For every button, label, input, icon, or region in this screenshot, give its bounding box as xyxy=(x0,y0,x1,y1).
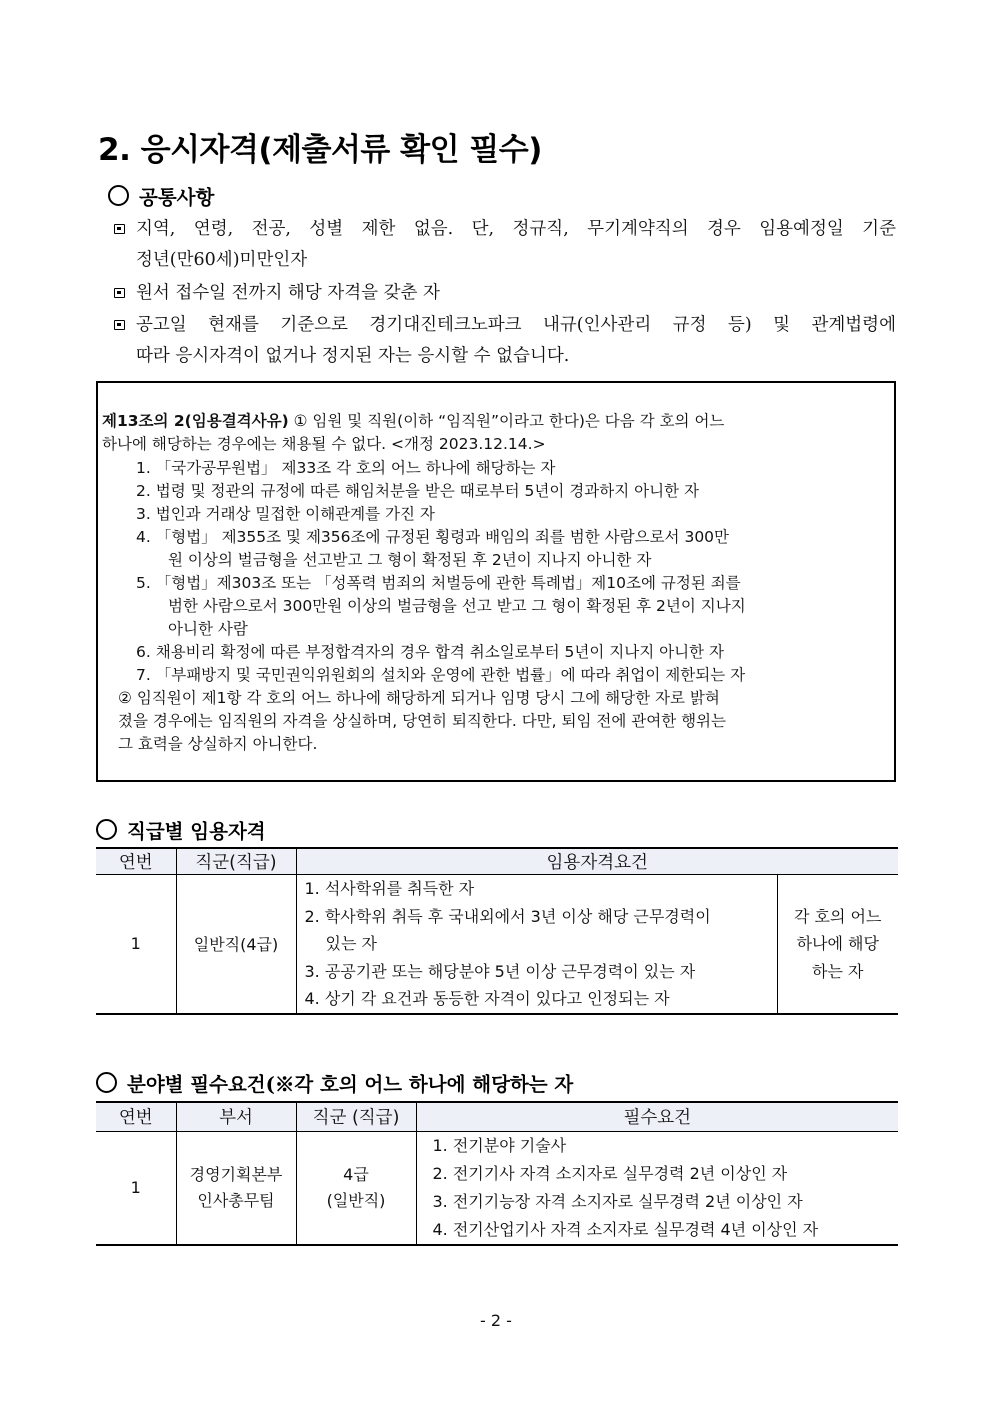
law-intro-line2: 하나에 해당하는 경우에는 채용될 수 없다. <개정 2023.12.14.> xyxy=(102,435,546,453)
row-number: 1 xyxy=(96,1131,176,1245)
square-bullet-icon xyxy=(114,320,125,330)
grade-heading xyxy=(96,816,266,844)
circle-icon xyxy=(108,185,129,206)
requirement-line: 2. 전기기사 자격 소지자로 실무경력 2년 이상인 자 xyxy=(432,1163,788,1183)
row-requirements xyxy=(296,875,777,1014)
section-title: 2. 응시자격(제출서류 확인 필수) xyxy=(98,132,542,168)
requirement-line: 1. 전기분야 기술사 xyxy=(432,1135,567,1155)
square-bullet-icon xyxy=(114,224,125,234)
department-line: 경영기획본부 xyxy=(189,1164,283,1184)
requirement-line: 있는 자 xyxy=(325,934,377,953)
table-row xyxy=(96,875,898,1014)
law-item-cont: 아니한 사람 xyxy=(168,620,248,638)
bullet-item xyxy=(114,278,896,309)
table-header: 필수요건 xyxy=(416,1102,898,1131)
note-line: 각 호의 어느 xyxy=(794,906,882,926)
law-item: 5. 「형법」제303조 또는 「성폭력 범죄의 처벌등에 관한 특례법」제10조에 규정된 죄를 xyxy=(136,574,741,592)
grade-line: 4급 xyxy=(343,1164,369,1184)
bullet-item xyxy=(114,214,896,276)
row-grade: 일반직(4급) xyxy=(176,875,296,1014)
note-line: 하는 자 xyxy=(812,961,864,981)
law-para2: 졌을 경우에는 임직원의 자격을 상실하며, 당연히 퇴직한다. 다만, 퇴임 전에 관여한 행위는 xyxy=(118,712,727,730)
law-item: 7. 「부패방지 및 국민권익위원회의 설치와 운영에 관한 법률」에 따라 취업이 제한되는 자 xyxy=(136,666,746,684)
page-number: - 2 - xyxy=(480,1311,512,1330)
bullet-text: 원서 접수일 전까지 해당 자격을 갖춘 자 xyxy=(136,283,440,303)
law-item: 2. 법령 및 정관의 규정에 따른 해임처분을 받은 때로부터 5년이 경과하지 아니한 자 xyxy=(136,482,699,500)
bullet-text: 지역, 연령, 전공, 성별 제한 없음. 단, 정규직, 무기계약직의 경우 임용예정일 기준 xyxy=(136,219,896,239)
grade-line: (일반직) xyxy=(326,1190,386,1210)
row-grade xyxy=(296,1131,416,1245)
law-item: 6. 채용비리 확정에 따른 부정합격자의 경우 합격 취소일로부터 5년이 지나지 아니한 자 xyxy=(136,643,724,661)
row-department xyxy=(176,1131,296,1245)
circle-icon xyxy=(96,819,117,840)
table-header: 연번 xyxy=(96,1102,176,1131)
note-line: 하나에 해당 xyxy=(796,934,879,953)
law-intro-text: ① 임원 및 직원(이하 “임직원”이라고 한다)은 다음 각 호의 어느 xyxy=(288,412,725,430)
table-header: 임용자격요건 xyxy=(296,848,898,875)
table-header-row xyxy=(96,1102,898,1131)
row-number: 1 xyxy=(96,875,176,1014)
bullet-text: 따라 응시자격이 없거나 정지된 자는 응시할 수 없습니다. xyxy=(136,346,570,366)
law-article-title: 제13조의 2(임용결격사유) xyxy=(102,412,289,430)
square-bullet-icon xyxy=(114,288,125,298)
bullet-text: 정년(만60세)미만인자 xyxy=(136,250,308,270)
law-para2: 그 효력을 상실하지 아니한다. xyxy=(118,735,318,753)
common-heading-text: 공통사항 xyxy=(139,186,215,209)
grade-table xyxy=(96,847,898,1015)
row-note xyxy=(777,875,898,1014)
law-item: 3. 법인과 거래상 밀접한 이해관계를 가진 자 xyxy=(136,505,435,523)
law-intro xyxy=(102,410,890,433)
requirement-line: 3. 공공기관 또는 해당분야 5년 이상 근무경력이 있는 자 xyxy=(304,961,696,981)
field-heading xyxy=(96,1069,573,1097)
circle-icon xyxy=(96,1072,117,1093)
row-requirements xyxy=(416,1131,898,1245)
table-header: 직군(직급) xyxy=(176,848,296,875)
requirement-line: 3. 전기기능장 자격 소지자로 실무경력 2년 이상인 자 xyxy=(432,1191,803,1211)
table-row xyxy=(96,1131,898,1245)
law-item-cont: 범한 사람으로서 300만원 이상의 벌금형을 선고 받고 그 형이 확정된 후 2년이 지나지 xyxy=(168,597,746,615)
table-header: 연번 xyxy=(96,848,176,875)
requirement-line: 1. 석사학위를 취득한 자 xyxy=(304,879,475,898)
requirement-line: 2. 학사학위 취득 후 국내외에서 3년 이상 해당 근무경력이 xyxy=(304,906,711,926)
table-header-row xyxy=(96,848,898,875)
bullet-item xyxy=(114,310,896,372)
table-header: 직군 (직급) xyxy=(296,1102,416,1131)
law-item-cont: 원 이상의 벌금형을 선고받고 그 형이 확정된 후 2년이 지나지 아니한 자 xyxy=(168,551,652,569)
bullet-text: 공고일 현재를 기준으로 경기대진테크노파크 내규(인사관리 규정 등) 및 관계법령에 xyxy=(136,315,896,335)
law-item: 4. 「형법」 제355조 및 제356조에 규정된 횡령과 배임의 죄를 범한 사람으로서 300만 xyxy=(136,528,730,546)
law-para2: ② 임직원이 제1항 각 호의 어느 하나에 해당하게 되거나 임명 당시 그에 해당한 자로 밝혀 xyxy=(118,689,720,707)
grade-heading-text: 직급별 임용자격 xyxy=(127,820,266,843)
common-heading xyxy=(108,182,214,210)
requirement-line: 4. 상기 각 요건과 동등한 자격이 있다고 인정되는 자 xyxy=(304,989,670,1008)
field-table xyxy=(96,1101,898,1246)
department-line: 인사총무팀 xyxy=(197,1190,275,1210)
table-header: 부서 xyxy=(176,1102,296,1131)
field-heading-text: 분야별 필수요건(※각 호의 어느 하나에 해당하는 자 xyxy=(127,1073,574,1096)
law-item: 1. 「국가공무원법」 제33조 각 호의 어느 하나에 해당하는 자 xyxy=(136,459,556,477)
law-excerpt-box xyxy=(96,381,896,782)
requirement-line: 4. 전기산업기사 자격 소지자로 실무경력 4년 이상인 자 xyxy=(432,1219,819,1239)
